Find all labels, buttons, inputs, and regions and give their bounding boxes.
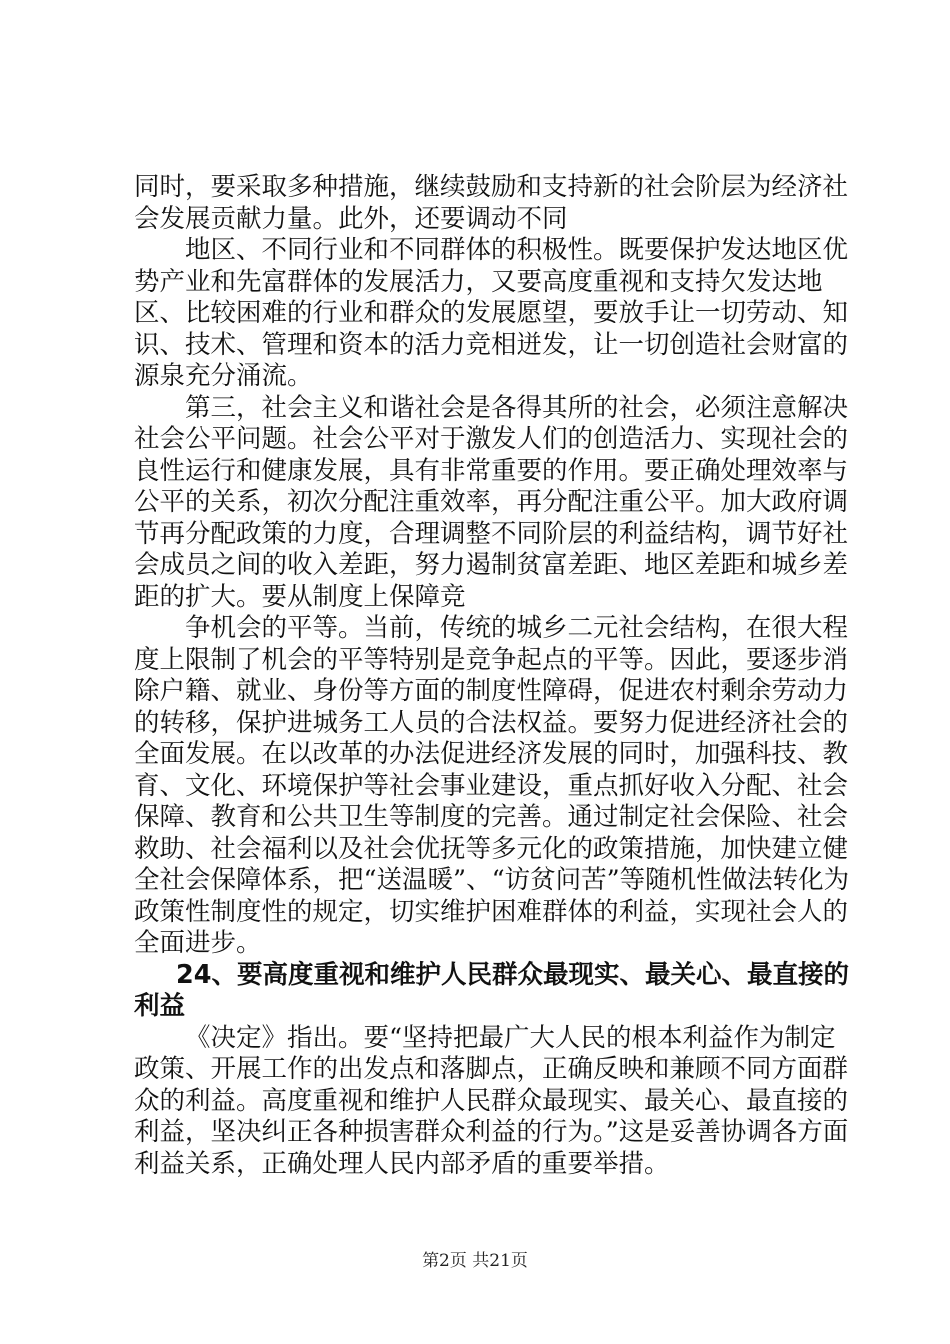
paragraph-1: 同时，要采取多种措施，继续鼓励和支持新的社会阶层为经济社会发展贡献力量。此外，还要调动不同 bbox=[134, 172, 849, 234]
section-heading: 24、要高度重视和维护人民群众最现实、最关心、最直接的利益 bbox=[134, 959, 849, 1021]
paragraph-4: 争机会的平等。当前，传统的城乡二元社会结构，在很大程度上限制了机会的平等特别是竞争起点的平等。因此，要逐步消除户籍、就业、身份等方面的制度性障碍，促进农村剩余劳动力的转移，保护进城务工人员的合法权益。要努力促进经济社会的全面发展。在以改革的办法促进经济发展的同时，加强科技、教育、文化、环境保护等社会事业建设，重点抓好收入分配、社会保障、教育和公共卫生等制度的完善。通过制定社会保险、社会救助、社会福利以及社会优抚等多元化的政策措施，加快建立健全社会保障体系，把“送温暖”、“访贫问苦”等随机性做法转化为政策性制度性的规定，切实维护困难群体的利益，实现社会人的全面进步。 bbox=[134, 613, 850, 958]
paragraph-3: 第三，社会主义和谐社会是各得其所的社会，必须注意解决社会公平问题。社会公平对于激发人们的创造活力、实现社会的良性运行和健康发展，具有非常重要的作用。要正确处理效率与公平的关系，初次分配注重效率，再分配注重公平。加大政府调节再分配政策的力度，合理调整不同阶层的利益结构，调节好社会成员之间的收入差距，努力遏制贫富差距、地区差距和城乡差距的扩大。要从制度上保障竞 bbox=[134, 392, 849, 612]
page-number-footer: 第2页 共21页 bbox=[422, 1251, 528, 1271]
paragraph-5: 《决定》指出。要“坚持把最广大人民的根本利益作为制定政策、开展工作的出发点和落脚点，正确反映和兼顾不同方面群众的利益。高度重视和维护人民群众最现实、最关心、最直接的利益，坚决纠正各种损害群众利益的行为。”这是妥善协调各方面利益关系，正确处理人民内部矛盾的重要举措。 bbox=[134, 1022, 849, 1179]
paragraph-2: 地区、不同行业和不同群体的积极性。既要保护发达地区优势产业和先富群体的发展活力，又要高度重视和支持欠发达地区、比较困难的行业和群众的发展愿望，要放手让一切劳动、知识、技术、管理和资本的活力竞相迸发，让一切创造社会财富的源泉充分涌流。 bbox=[134, 235, 849, 391]
document-body bbox=[134, 172, 850, 1180]
